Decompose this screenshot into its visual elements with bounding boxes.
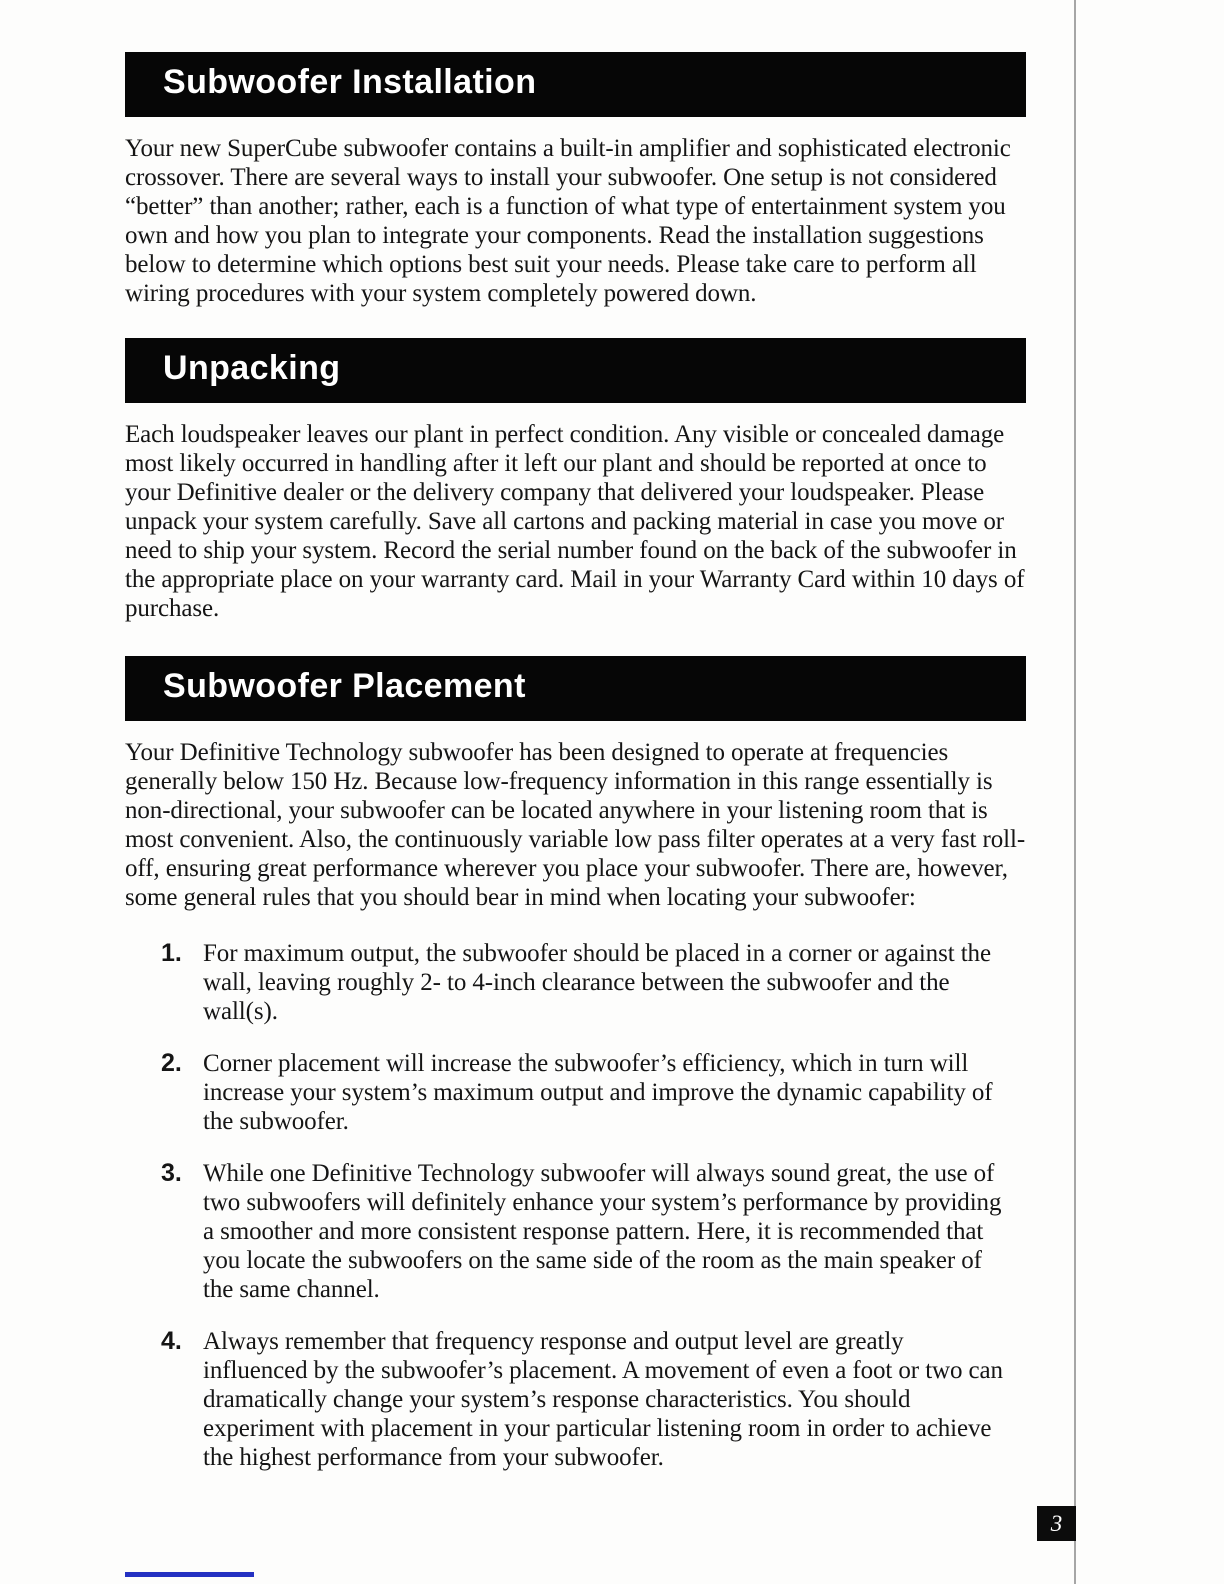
- list-item-text: Corner placement will increase the subwoofer’s efficiency, which in turn will increase your system’s maximum output and improve the dynamic capability of the subwoofer.: [203, 1050, 993, 1135]
- section-heading: Subwoofer Placement: [163, 667, 526, 705]
- list-item: [161, 1327, 1026, 1472]
- placement-rules-list: [125, 939, 1026, 1472]
- section-heading-bar: [125, 656, 1026, 721]
- list-item-text: Always remember that frequency response and output level are greatly influenced by the subwoofer’s placement. A movement of even a foot or two can dramatically change your system’s response characteristics. You should experiment with placement in your particular listening room in order to achieve the highest performance from your subwoofer.: [203, 1328, 1003, 1471]
- section-heading: Subwoofer Installation: [163, 63, 537, 101]
- list-item: [161, 1159, 1026, 1304]
- manual-page-content: [125, 0, 1026, 1495]
- footer-accent-line: [125, 1572, 254, 1577]
- list-item-number: 4.: [161, 1327, 182, 1355]
- list-item-text: For maximum output, the subwoofer should be placed in a corner or against the wall, leaving roughly 2- to 4-inch clearance between the subwoofer and the wall(s).: [203, 940, 991, 1025]
- section-body: Each loudspeaker leaves our plant in perfect condition. Any visible or concealed damage most likely occurred in handling after it left our plant and should be reported at once to your Definitive dealer or the delivery company that delivered your loudspeaker. Please unpack your system carefully. Save all cartons and packing material in case you move or need to ship your system. Record the serial number found on the back of the subwoofer in the appropriate place on your warranty card. Mail in your Warranty Card within 10 days of purchase.: [125, 421, 1025, 622]
- list-item-number: 3.: [161, 1159, 182, 1187]
- page-number: 3: [1050, 1510, 1063, 1536]
- section-heading-bar: [125, 52, 1026, 117]
- list-item: [161, 1049, 1026, 1136]
- list-item-text: While one Definitive Technology subwoofer will always sound great, the use of two subwoofers will definitely enhance your system’s performance by providing a smoother and more consistent response pattern. Here, it is recommended that you locate the subwoofers on the same side of the room as the main speaker of the same channel.: [203, 1160, 1002, 1303]
- list-item-number: 1.: [161, 939, 182, 967]
- page-edge-line: [1074, 0, 1076, 1584]
- section-body: Your Definitive Technology subwoofer has been designed to operate at frequencies generally below 150 Hz. Because low-frequency information in this range essentially is non-directional, your subwoofer can be located anywhere in your listening room that is most convenient. Also, the continuously variable low pass filter operates at a very fast roll-off, ensuring great performance wherever you place your subwoofer. There are, however, some general rules that you should bear in mind when locating your subwoofer:: [125, 739, 1026, 911]
- section-subwoofer-installation: [125, 52, 1026, 308]
- section-subwoofer-placement: [125, 656, 1026, 1472]
- section-heading-bar: [125, 338, 1026, 403]
- section-heading: Unpacking: [163, 349, 341, 387]
- section-unpacking: [125, 338, 1026, 623]
- list-item: [161, 939, 1026, 1026]
- page-number-badge: [1037, 1506, 1076, 1541]
- section-body: Your new SuperCube subwoofer contains a built-in amplifier and sophisticated electronic crossover. There are several ways to install your subwoofer. One setup is not considered “better” than another; rather, each is a function of what type of entertainment system you own and how you plan to integrate your components. Read the installation suggestions below to determine which options best suit your needs. Please take care to perform all wiring procedures with your system completely powered down.: [125, 135, 1011, 307]
- list-item-number: 2.: [161, 1049, 182, 1077]
